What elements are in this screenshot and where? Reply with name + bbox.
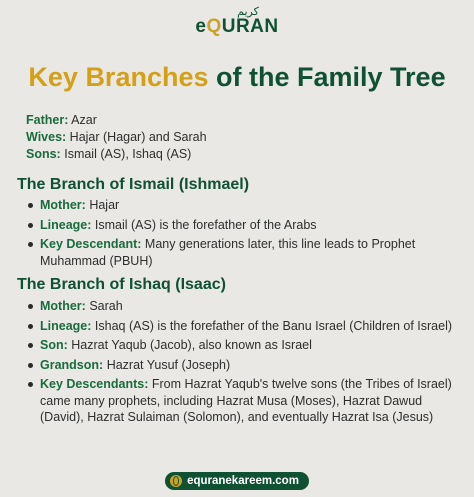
- footer: [0, 472, 474, 492]
- page-title: [0, 60, 474, 94]
- item-value: Ismail (AS) is the forefather of the Arabs: [94, 217, 317, 232]
- list-item: [26, 197, 466, 214]
- item-label: Key Descendants:: [40, 377, 149, 391]
- title-rest: of the Family Tree: [216, 62, 446, 92]
- item-value: Hazrat Yaqub (Jacob), also known as Israel: [71, 338, 312, 352]
- logo-wordmark: [195, 17, 278, 37]
- logo-rest: URAN: [221, 16, 279, 37]
- list-item: [26, 217, 466, 234]
- item-label: Mother:: [40, 198, 86, 212]
- list-item: [26, 236, 466, 269]
- website-link[interactable]: [165, 472, 309, 490]
- brand-logo: [0, 6, 474, 37]
- basics-label: Father:: [26, 113, 69, 127]
- basics-value: Hajar (Hagar) and Sarah: [69, 130, 207, 144]
- basics-value: Ismail (AS), Ishaq (AS): [64, 147, 192, 161]
- item-label: Key Descendant:: [40, 237, 142, 251]
- item-label: Mother:: [40, 299, 86, 313]
- item-label: Lineage:: [40, 318, 92, 333]
- website-url: equranekareem.com: [187, 475, 299, 487]
- globe-icon: [170, 475, 182, 487]
- title-highlight: Key Branches: [28, 62, 209, 92]
- branch-ismail-list: [26, 197, 466, 272]
- item-value: From Hazrat Yaqub's twelve sons (the Tribes of Israel) came many prophets, including Hazrat Musa (Moses), Hazrat Dawud (David), Hazrat Sulaiman (Solomon), and eventually Hazrat Isa (Jesus): [40, 377, 452, 424]
- item-value: Hazrat Yusuf (Joseph): [106, 357, 231, 372]
- list-item: [26, 337, 466, 354]
- logo-arabic-text: كريم: [237, 5, 259, 18]
- item-label: Son:: [40, 338, 68, 352]
- basics-label: Sons:: [26, 147, 61, 161]
- item-value: Ishaq (AS) is the forefather of the Banu Israel (Children of Israel): [94, 318, 453, 333]
- item-value: Hajar: [89, 198, 120, 212]
- basics-row-father: [26, 112, 207, 129]
- basics-label: Wives:: [26, 130, 67, 144]
- logo-highlight: Q: [206, 16, 222, 37]
- basics-row-sons: [26, 146, 207, 163]
- list-item: [26, 357, 466, 374]
- list-item: [26, 318, 466, 335]
- branch-ishaq-list: [26, 298, 466, 429]
- basics-value: Azar: [71, 113, 97, 127]
- list-item: [26, 376, 466, 426]
- list-item: [26, 298, 466, 315]
- branch-ishaq-heading: The Branch of Ishaq (Isaac): [17, 276, 226, 293]
- item-label: Grandson:: [40, 357, 104, 372]
- basics-row-wives: [26, 129, 207, 146]
- logo-prefix: e: [195, 16, 207, 37]
- family-basics: [26, 112, 207, 163]
- branch-ismail-heading: The Branch of Ismail (Ishmael): [17, 176, 250, 193]
- item-value: Sarah: [89, 299, 123, 313]
- item-value: Many generations later, this line leads to Prophet Muhammad (PBUH): [40, 237, 416, 268]
- item-label: Lineage:: [40, 217, 92, 232]
